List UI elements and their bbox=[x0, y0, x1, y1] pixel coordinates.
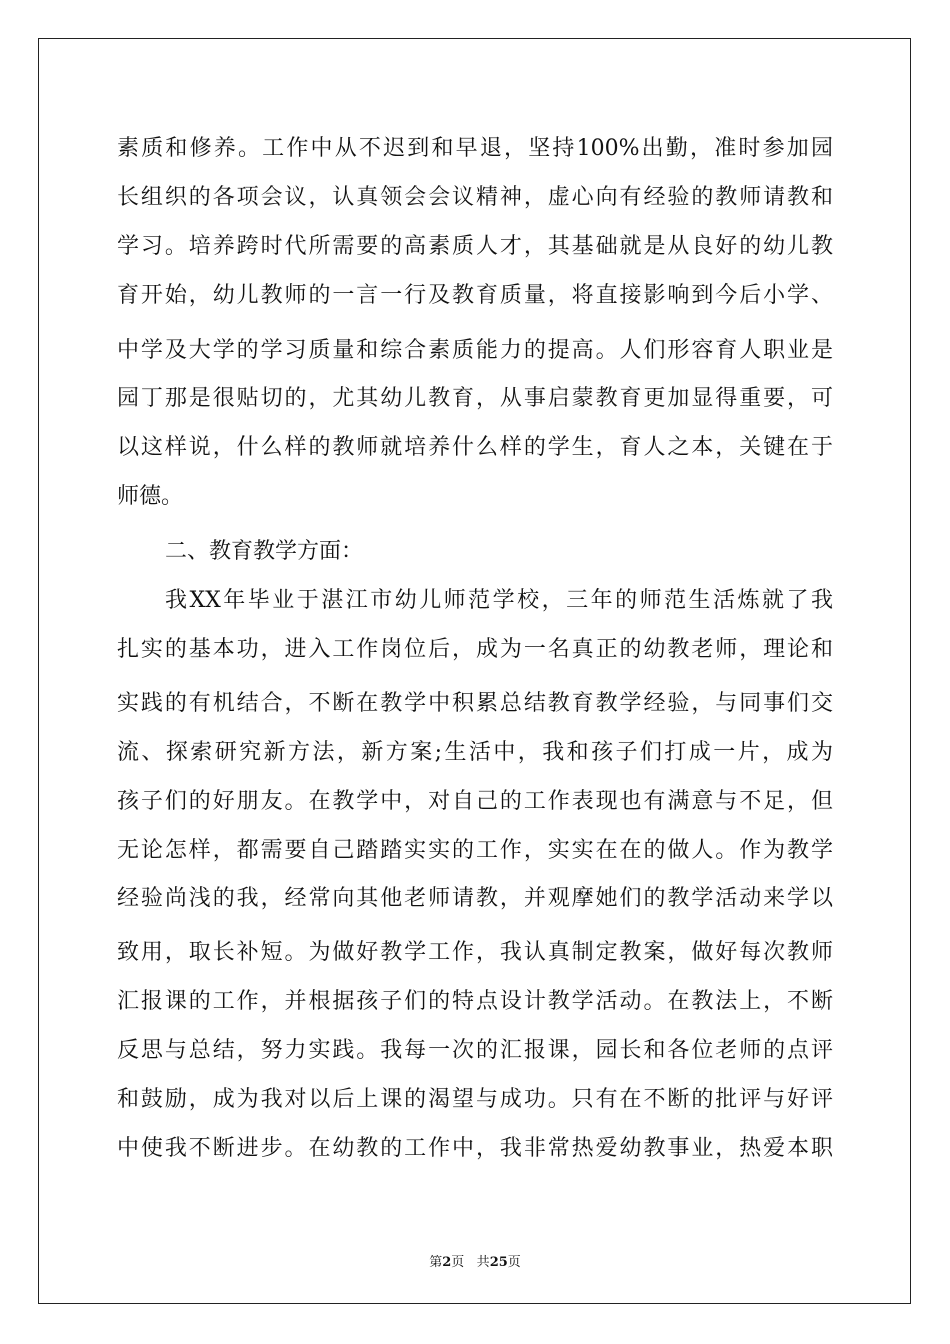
paragraph-line: 以这样说，什么样的教师就培养什么样的学生，育人之本，关键在于 bbox=[117, 435, 833, 460]
total-unit: 页 bbox=[507, 1255, 521, 1270]
page-footer bbox=[0, 1251, 950, 1270]
paragraph-line: 流、探索研究新方法，新方案;生活中，我和孩子们打成一片，成为 bbox=[117, 740, 833, 765]
paragraph-line: 育开始，幼儿教师的一言一行及教育质量，将直接影响到今后小学、 bbox=[117, 283, 833, 308]
paragraph-line: 我XX年毕业于湛江市幼儿师范学校，三年的师范生活炼就了我 bbox=[165, 588, 833, 613]
paragraph-line: 师德。 bbox=[117, 484, 184, 509]
total-prefix: 共 bbox=[476, 1255, 490, 1270]
paragraph-line: 学习。培养跨时代所需要的高素质人才，其基础就是从良好的幼儿教 bbox=[117, 234, 833, 259]
paragraph-line: 汇报课的工作，并根据孩子们的特点设计教学活动。在教法上，不断 bbox=[117, 989, 833, 1014]
paragraph-line: 素质和修养。工作中从不迟到和早退，坚持100%出勤，准时参加园 bbox=[117, 136, 833, 161]
paragraph-line: 长组织的各项会议，认真领会会议精神，虚心向有经验的教师请教和 bbox=[117, 185, 833, 210]
paragraph-line: 反思与总结，努力实践。我每一次的汇报课，园长和各位老师的点评 bbox=[117, 1038, 833, 1063]
paragraph-line: 和鼓励，成为我对以后上课的渴望与成功。只有在不断的批评与好评 bbox=[117, 1087, 833, 1112]
paragraph-line: 实践的有机结合，不断在教学中积累总结教育教学经验，与同事们交 bbox=[117, 691, 833, 716]
paragraph-line: 园丁那是很贴切的，尤其幼儿教育，从事启蒙教育更加显得重要，可 bbox=[117, 386, 833, 411]
paragraph-line: 中学及大学的学习质量和综合素质能力的提高。人们形容育人职业是 bbox=[117, 338, 833, 363]
section-heading: 二、教育教学方面： bbox=[165, 539, 364, 564]
paragraph-line: 孩子们的好朋友。在教学中，对自己的工作表现也有满意与不足，但 bbox=[117, 789, 833, 814]
paragraph-line: 致用，取长补短。为做好教学工作，我认真制定教案，做好每次教师 bbox=[117, 940, 833, 965]
paragraph-line: 扎实的基本功，进入工作岗位后，成为一名真正的幼教老师，理论和 bbox=[117, 637, 833, 662]
page-prefix: 第 bbox=[429, 1255, 443, 1270]
page-total: 25 bbox=[489, 1255, 508, 1270]
paragraph-line: 中使我不断进步。在幼教的工作中，我非常热爱幼教事业，热爱本职 bbox=[117, 1136, 833, 1161]
paragraph-line: 经验尚浅的我，经常向其他老师请教，并观摩她们的教学活动来学以 bbox=[117, 886, 833, 911]
page-current: 2 bbox=[442, 1255, 452, 1270]
page-unit: 页 bbox=[451, 1255, 465, 1270]
paragraph-line: 无论怎样，都需要自己踏踏实实的工作，实实在在的做人。作为教学 bbox=[117, 838, 833, 863]
